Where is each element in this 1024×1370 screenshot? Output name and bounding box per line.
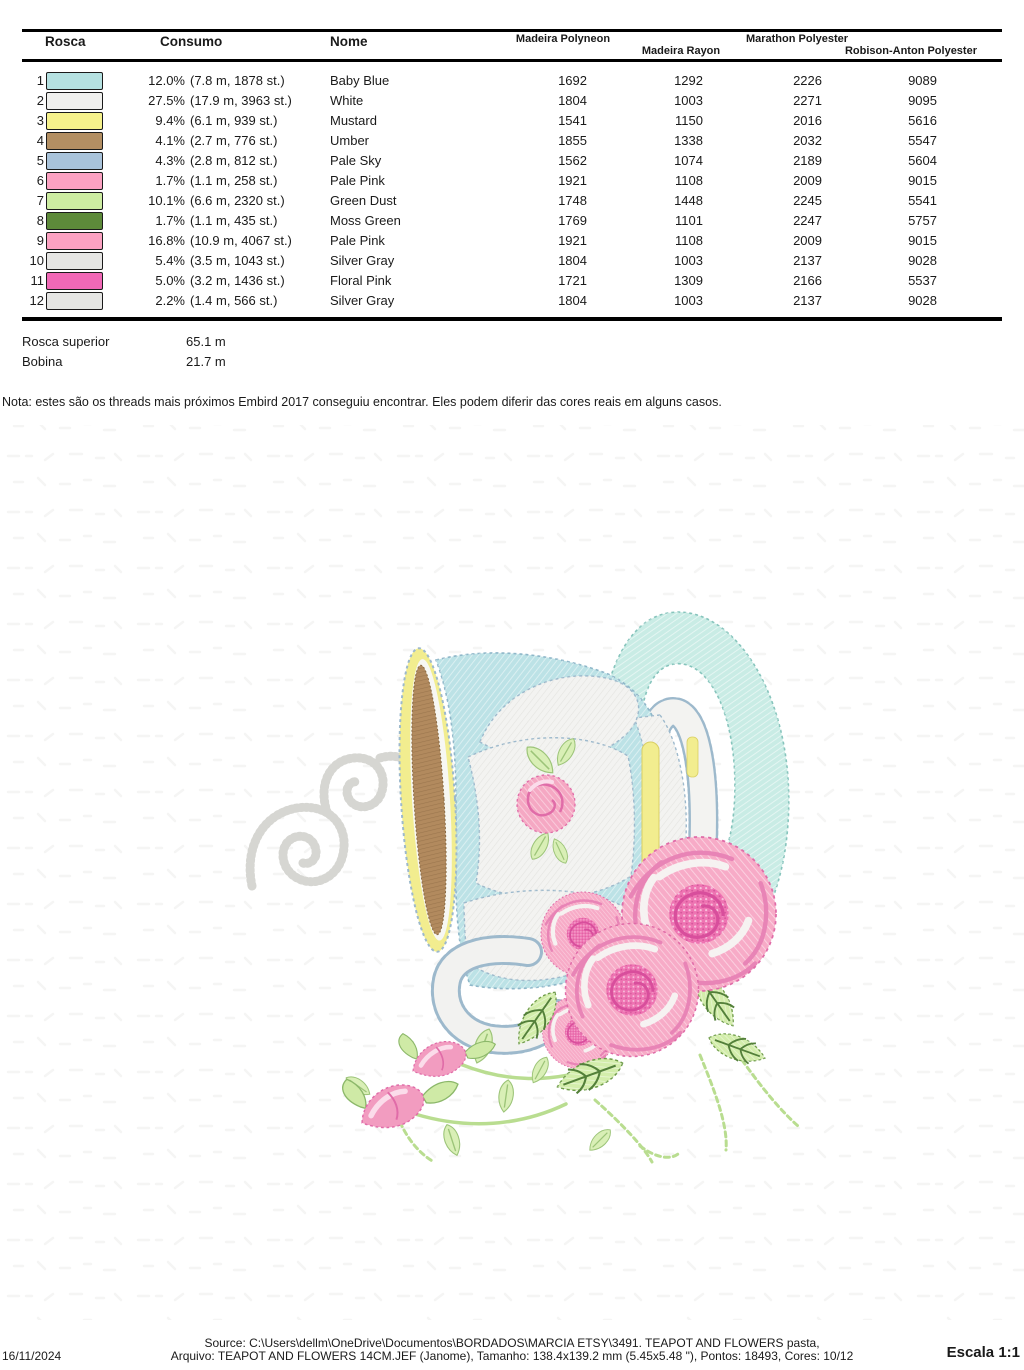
value-madeira-rayon: 1108 [675,173,703,188]
footer-source-line: Source: C:\Users\dellm\OneDrive\Documentos\BORDADOS\MARCIA ETSY\3491. TEAPOT AND FLOWERS pasta, [204,1336,820,1350]
consumo-detail: (17.9 m, 3963 st.) [190,93,292,108]
consumo-percent: 2.2% [155,293,185,308]
thread-name: Green Dust [330,193,397,208]
thread-name: Silver Gray [330,293,395,308]
value-madeira-polyneon: 1541 [558,113,587,128]
value-madeira-rayon: 1309 [674,273,703,288]
column-header-madeira-rayon: Madeira Rayon [641,45,721,57]
row-number: 1 [36,73,44,88]
value-madeira-rayon: 1338 [674,133,703,148]
thread-name: Umber [330,133,370,148]
value-robison-anton-polyester: 5547 [908,133,937,148]
row-number: 7 [36,193,44,208]
value-madeira-polyneon: 1692 [558,73,587,88]
column-header-robison-anton: Robison-Anton Polyester [844,45,977,57]
value-madeira-rayon: 1101 [675,213,703,228]
value-marathon-polyester: 2009 [793,173,822,188]
consumo-detail: (2.7 m, 776 st.) [190,133,278,148]
consumo-percent: 4.1% [155,133,185,148]
consumo-percent: 10.1% [148,193,185,208]
thread-match-note: Nota: estes são os threads mais próximos Embird 2017 conseguiu encontrar. Eles podem diferir das cores reais em alguns casos. [2,395,722,409]
row-number: 4 [36,133,44,148]
value-madeira-polyneon: 1921 [558,173,587,188]
value-robison-anton-polyester: 9015 [908,173,937,188]
value-madeira-polyneon: 1721 [558,273,587,288]
row-number: 10 [29,253,44,268]
value-madeira-polyneon: 1855 [558,133,587,148]
thread-name: Pale Pink [330,233,385,248]
row-number: 6 [36,173,44,188]
row-number: 12 [29,293,44,308]
upper-thread-value: 65.1 m [186,334,226,349]
value-madeira-rayon: 1108 [675,233,703,248]
footer-date: 16/11/2024 [2,1349,62,1363]
footer-file-info [62,1337,962,1363]
consumo-detail: (1.1 m, 258 st.) [190,173,278,188]
value-madeira-rayon: 1003 [674,93,703,108]
thread-name: Moss Green [330,213,401,228]
row-number: 3 [36,113,44,128]
value-marathon-polyester: 2271 [793,93,822,108]
row-number: 11 [30,273,44,288]
value-marathon-polyester: 2009 [793,233,822,248]
column-header-marathon-polyester: Marathon Polyester [745,33,849,45]
value-madeira-rayon: 1448 [674,193,703,208]
consumo-detail: (2.8 m, 812 st.) [190,153,278,168]
consumo-detail: (3.5 m, 1043 st.) [190,253,285,268]
consumo-percent: 27.5% [148,93,185,108]
upper-thread-label: Rosca superior [22,334,110,349]
value-robison-anton-polyester: 5537 [908,273,937,288]
bobbin-value: 21.7 m [186,354,226,369]
value-madeira-rayon: 1003 [674,293,703,308]
thread-name: Mustard [330,113,377,128]
thread-name: Silver Gray [330,253,395,268]
column-header-nome: Nome [330,34,368,49]
value-madeira-polyneon: 1804 [558,253,587,268]
value-madeira-rayon: 1150 [675,113,703,128]
value-madeira-polyneon: 1804 [558,293,587,308]
value-marathon-polyester: 2245 [793,193,822,208]
consumo-percent: 1.7% [155,173,185,188]
thread-name: Pale Pink [330,173,385,188]
value-robison-anton-polyester: 9028 [908,253,937,268]
value-marathon-polyester: 2137 [793,253,822,268]
consumo-detail: (1.1 m, 435 st.) [190,213,278,228]
consumo-detail: (7.8 m, 1878 st.) [190,73,285,88]
row-number: 5 [36,153,44,168]
value-robison-anton-polyester: 5757 [908,213,937,228]
value-madeira-rayon: 1292 [674,73,703,88]
value-robison-anton-polyester: 5604 [908,153,937,168]
footer-arquivo-line: Arquivo: TEAPOT AND FLOWERS 14CM.JEF (Janome), Tamanho: 138.4x139.2 mm (5.45x5.48 "), Pontos: 18493, Cores: 10/12 [170,1349,854,1363]
consumo-detail: (1.4 m, 566 st.) [190,293,278,308]
value-robison-anton-polyester: 9089 [908,73,937,88]
consumo-percent: 5.4% [155,253,185,268]
value-madeira-rayon: 1074 [674,153,703,168]
value-marathon-polyester: 2226 [793,73,822,88]
thread-name: White [330,93,364,108]
value-marathon-polyester: 2032 [793,133,822,148]
consumo-detail: (6.1 m, 939 st.) [190,113,278,128]
value-robison-anton-polyester: 9015 [908,233,937,248]
value-robison-anton-polyester: 9028 [908,293,937,308]
thread-name: Pale Sky [330,153,382,168]
thread-name: Baby Blue [330,73,390,88]
consumo-percent: 16.8% [148,233,185,248]
value-marathon-polyester: 2247 [793,213,822,228]
consumo-percent: 4.3% [155,153,185,168]
value-marathon-polyester: 2166 [793,273,822,288]
value-marathon-polyester: 2016 [793,113,822,128]
consumo-percent: 9.4% [155,113,185,128]
value-madeira-polyneon: 1804 [558,93,587,108]
footer-scale: Escala 1:1 [946,1344,1020,1361]
bobbin-label: Bobina [22,354,63,369]
consumo-detail: (6.6 m, 2320 st.) [190,193,285,208]
value-marathon-polyester: 2137 [793,293,822,308]
value-marathon-polyester: 2189 [793,153,822,168]
value-robison-anton-polyester: 9095 [908,93,937,108]
consumo-detail: (3.2 m, 1436 st.) [190,273,285,288]
value-madeira-polyneon: 1562 [558,153,587,168]
consumo-percent: 12.0% [148,73,185,88]
row-number: 2 [36,93,44,108]
consumo-percent: 5.0% [155,273,185,288]
row-number: 9 [36,233,44,248]
value-robison-anton-polyester: 5541 [908,193,937,208]
value-madeira-polyneon: 1748 [558,193,587,208]
consumo-detail: (10.9 m, 4067 st.) [190,233,292,248]
value-madeira-polyneon: 1769 [558,213,587,228]
consumo-percent: 1.7% [155,213,185,228]
value-robison-anton-polyester: 5616 [908,113,937,128]
thread-name: Floral Pink [330,273,392,288]
column-header-madeira-polyneon: Madeira Polyneon [515,33,611,45]
column-header-rosca: Rosca [45,34,86,49]
value-madeira-polyneon: 1921 [558,233,587,248]
column-header-consumo: Consumo [160,34,223,49]
row-number: 8 [36,213,44,228]
value-madeira-rayon: 1003 [674,253,703,268]
